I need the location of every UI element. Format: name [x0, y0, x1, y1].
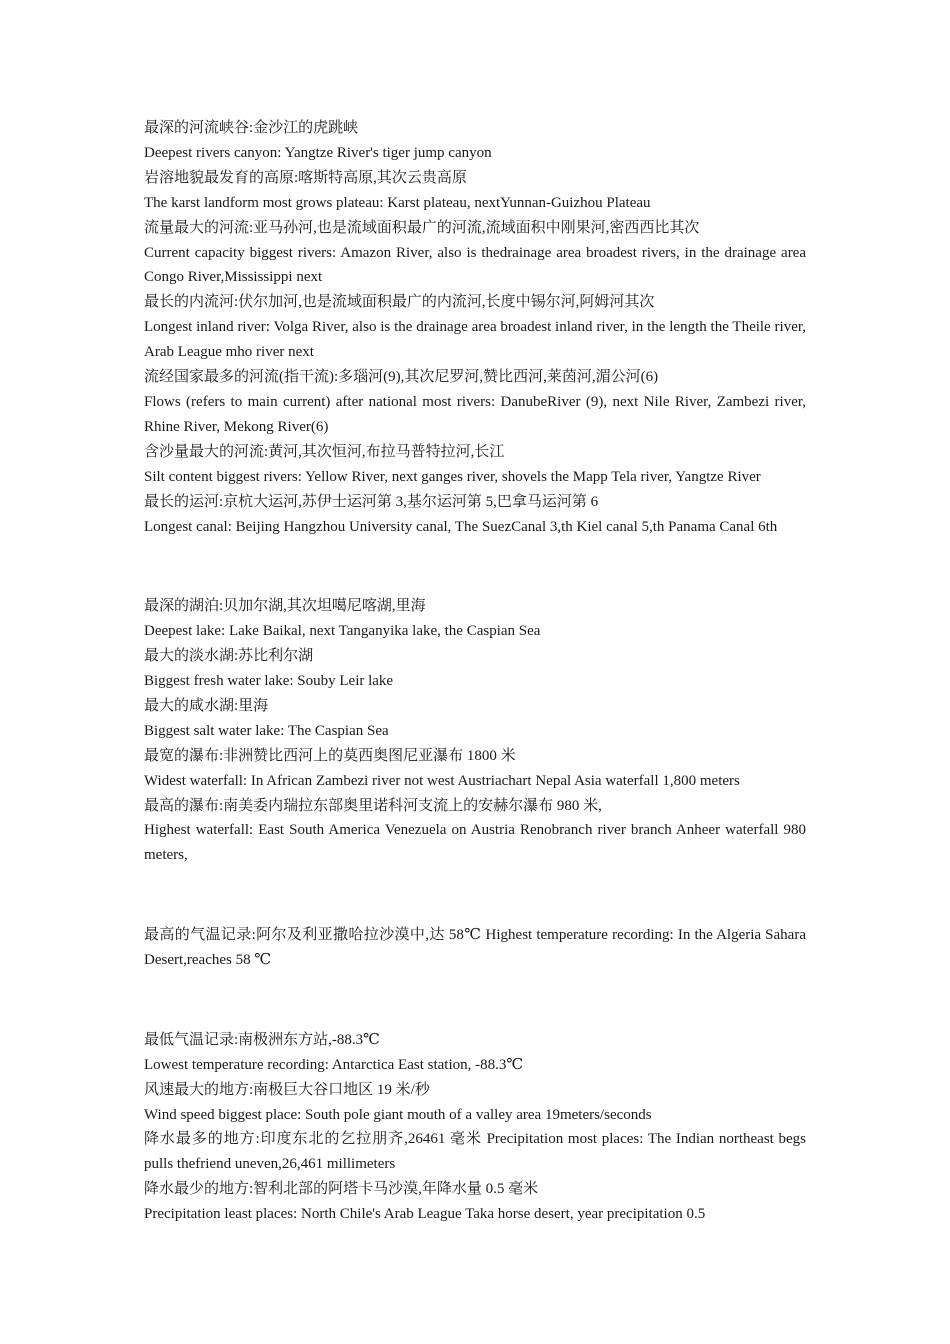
text-paragraph: Wind speed biggest place: South pole giant mouth of a valley area 19meters/seconds	[144, 1106, 652, 1123]
blank-line	[144, 554, 806, 579]
text-paragraph: 最高的气温记录:阿尔及利亚撒哈拉沙漠中,达 58℃ Highest temperature recording: In the Algeria Sahara Desert,reaches 58 ℃	[144, 927, 806, 969]
text-paragraph: Deepest rivers canyon: Yangtze River's tiger jump canyon	[144, 144, 492, 161]
text-paragraph: Biggest fresh water lake: Souby Leir lake	[144, 673, 394, 690]
text-paragraph: 最深的河流峡谷:金沙江的虎跳峡	[144, 120, 359, 136]
text-paragraph: Flows (refers to main current) after national most rivers: DanubeRiver (9), next Nile River, Zambezi river, Rhine River, Mekong River(6)	[144, 393, 806, 435]
text-paragraph: 最宽的瀑布:非洲赞比西河上的莫西奥图尼亚瀑布 1800 米	[144, 747, 516, 764]
text-paragraph: 流经国家最多的河流(指干流):多瑙河(9),其次尼罗河,赞比西河,莱茵河,湄公河(6)	[144, 369, 659, 386]
text-paragraph: Precipitation least places: North Chile's Arab League Taka horse desert, year precipitation 0.5	[144, 1206, 706, 1223]
text-paragraph: 降水最多的地方:印度东北的乞拉朋齐,26461 毫米 Precipitation most places: The Indian northeast begs pulls thefriend uneven,26,461 millimeters	[144, 1131, 806, 1173]
text-paragraph: 最深的湖泊:贝加尔湖,其次坦噶尼喀湖,里海	[144, 598, 426, 615]
text-paragraph: 最高的瀑布:南美委内瑞拉东部奥里诺科河支流上的安赫尔瀑布 980 米,	[144, 797, 602, 814]
text-paragraph: Lowest temperature recording: Antarctica East station, -88.3℃	[144, 1056, 524, 1073]
blank-line	[144, 883, 806, 908]
text-paragraph: Highest waterfall: East South America Venezuela on Austria Renobranch river branch Anheer waterfall 980 meters,	[144, 822, 806, 864]
text-paragraph: Longest inland river: Volga River, also is the drainage area broadest inland river, in the length the Theile river, Arab League mho river next	[144, 319, 806, 361]
text-paragraph: Deepest lake: Lake Baikal, next Tanganyika lake, the Caspian Sea	[144, 623, 541, 640]
text-paragraph: Widest waterfall: In African Zambezi river not west Austriachart Nepal Asia waterfall 1,800 meters	[144, 772, 740, 789]
text-paragraph: 最长的运河:京杭大运河,苏伊士运河第 3,基尔运河第 5,巴拿马运河第 6	[144, 493, 599, 510]
text-paragraph: 降水最少的地方:智利北部的阿塔卡马沙漠,年降水量 0.5 毫米	[144, 1181, 539, 1198]
text-paragraph: 岩溶地貌最发育的高原:喀斯特高原,其次云贵高原	[144, 169, 467, 186]
text-paragraph: The karst landform most grows plateau: Karst plateau, nextYunnan-Guizhou Plateau	[144, 194, 651, 211]
text-paragraph: Silt content biggest rivers: Yellow River, next ganges river, shovels the Mapp Tela river, Yangtze River	[144, 468, 761, 485]
text-paragraph: 最长的内流河:伏尔加河,也是流域面积最广的内流河,长度中锡尔河,阿姆河其次	[144, 294, 655, 311]
text-paragraph: 流量最大的河流:亚马孙河,也是流域面积最广的河流,流域面积中刚果河,密西西比其次	[144, 219, 700, 236]
text-paragraph: 风速最大的地方:南极巨大谷口地区 19 米/秒	[144, 1081, 430, 1098]
text-paragraph: Current capacity biggest rivers: Amazon River, also is thedrainage area broadest rivers, in the drainage area Congo River,Mississippi next	[144, 244, 806, 286]
text-paragraph: Biggest salt water lake: The Caspian Sea	[144, 722, 389, 739]
text-paragraph: 最大的淡水湖:苏比利尔湖	[144, 648, 314, 665]
text-paragraph: 最低气温记录:南极洲东方站,-88.3℃	[144, 1031, 380, 1048]
blank-line	[144, 988, 806, 1013]
text-paragraph: Longest canal: Beijing Hangzhou University canal, The SuezCanal 3,th Kiel canal 5,th Panama Canal 6th	[144, 518, 778, 535]
text-paragraph: 最大的咸水湖:里海	[144, 697, 269, 714]
document-page	[144, 116, 806, 1227]
text-paragraph: 含沙量最大的河流:黄河,其次恒河,布拉马普特拉河,长江	[144, 443, 505, 460]
